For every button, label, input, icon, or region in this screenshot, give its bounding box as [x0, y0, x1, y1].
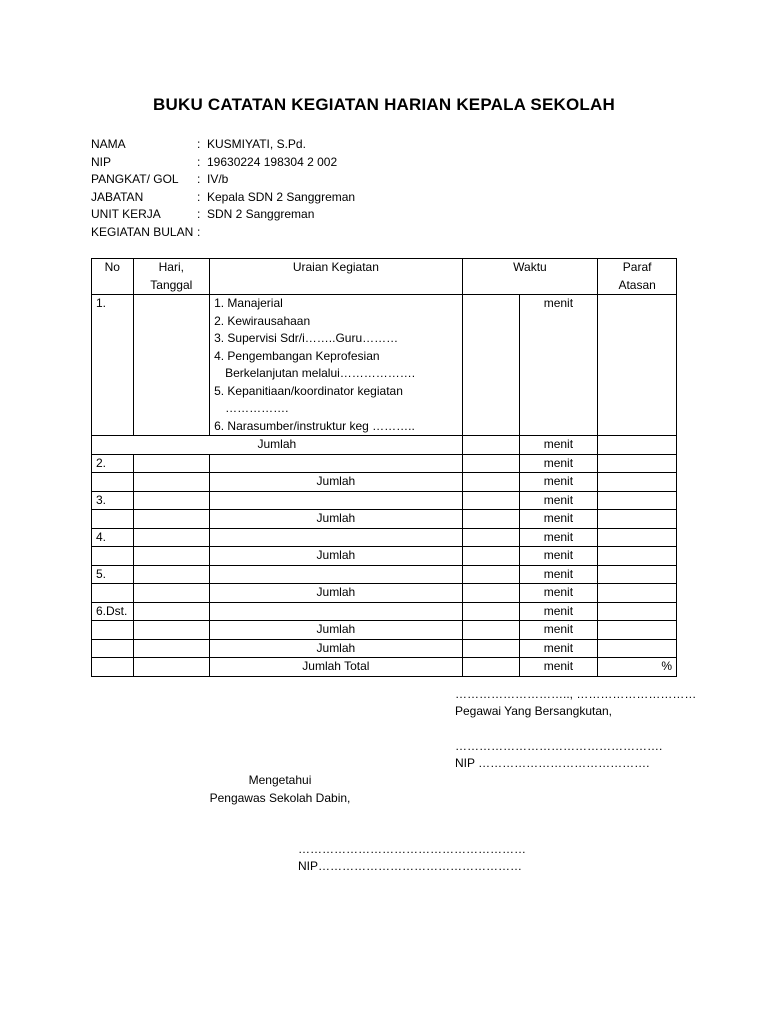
row-hari [133, 639, 210, 658]
row-unit: menit [519, 584, 598, 603]
row-waktu-blank [462, 510, 519, 529]
row-waktu-blank [462, 658, 519, 677]
row-waktu-blank [462, 473, 519, 492]
row-unit: menit [519, 473, 598, 492]
row-jumlah-label: Jumlah [210, 473, 463, 492]
info-value: SDN 2 Sanggreman [207, 207, 315, 221]
row-no: 2. [92, 454, 134, 473]
activity-item: 1. Manajerial [214, 296, 283, 310]
table-header-row [92, 259, 677, 295]
supervisor-nip: NIP…………………………………………… [298, 859, 523, 873]
header-uraian: Uraian Kegiatan [210, 259, 463, 295]
row-waktu-blank [462, 547, 519, 566]
activity-item: Berkelanjutan melalui………………. [225, 366, 416, 380]
info-label: KEGIATAN BULAN [91, 224, 194, 239]
row-waktu-blank [462, 491, 519, 510]
row-no [92, 621, 134, 640]
info-label: UNIT KERJA [91, 207, 161, 221]
header-paraf: Paraf [622, 260, 652, 274]
row-unit: menit [519, 658, 598, 677]
row-unit: menit [519, 565, 598, 584]
row-hari [133, 658, 210, 677]
info-row-pangkat [91, 171, 355, 189]
row-paraf [598, 602, 677, 621]
row-no [92, 658, 134, 677]
employee-nip: NIP ……………………………………. [455, 756, 650, 770]
row-paraf [598, 547, 677, 566]
row-hari [133, 295, 210, 436]
info-colon: : [197, 207, 201, 221]
row-no [92, 639, 134, 658]
row-hari [133, 602, 210, 621]
activity-table [91, 258, 677, 677]
row-unit: menit [519, 639, 598, 658]
row-waktu-blank [462, 565, 519, 584]
row-no: 6.Dst. [92, 602, 134, 621]
row-paraf [598, 621, 677, 640]
row-unit: menit [519, 491, 598, 510]
header-waktu: Waktu [462, 259, 598, 295]
info-value: Kepala SDN 2 Sanggreman [207, 189, 356, 204]
info-value: IV/b [207, 172, 229, 186]
info-label: NIP [91, 154, 112, 169]
info-colon: : [197, 154, 201, 169]
info-label: JABATAN [91, 189, 144, 204]
place-date-line: ……………………….., ………………………… [455, 687, 697, 701]
row-waktu-blank [462, 584, 519, 603]
row-jumlah-total-label: Jumlah Total [210, 658, 463, 677]
table-row [92, 602, 677, 621]
supervisor-name-line: ………………………………………………… [298, 842, 526, 856]
info-colon: : [197, 137, 201, 151]
row-waktu-blank [462, 621, 519, 640]
table-row [92, 491, 677, 510]
row-paraf [598, 491, 677, 510]
row-uraian [210, 454, 463, 473]
table-row [92, 528, 677, 547]
row-no [92, 584, 134, 603]
info-row-nama [91, 136, 355, 154]
row-jumlah-label: Jumlah [92, 436, 463, 455]
row-hari [133, 473, 210, 492]
row-uraian [210, 565, 463, 584]
row-no [92, 510, 134, 529]
activity-item: 4. Pengembangan Keprofesian [214, 348, 380, 363]
row-paraf [598, 565, 677, 584]
row-paraf [598, 454, 677, 473]
row-uraian [210, 602, 463, 621]
row-unit: menit [519, 528, 598, 547]
row-uraian [210, 491, 463, 510]
table-row-jumlah [92, 639, 677, 658]
header-hari: Hari, [158, 260, 184, 274]
table-row-jumlah [92, 473, 677, 492]
row-paraf [598, 436, 677, 455]
row-no [92, 547, 134, 566]
row-percent: % [598, 658, 677, 677]
acknowledge-label: Mengetahui [248, 773, 312, 787]
info-value [205, 224, 207, 242]
table-row-jumlah [92, 547, 677, 566]
row-no: 1. [92, 295, 134, 436]
row-unit: menit [519, 621, 598, 640]
table-row [92, 295, 677, 436]
row-paraf [598, 528, 677, 547]
table-row-jumlah-total [92, 658, 677, 677]
row-paraf [598, 510, 677, 529]
row-paraf [598, 295, 677, 436]
row-hari [133, 528, 210, 547]
info-row-jabatan [91, 189, 355, 207]
employee-label: Pegawai Yang Bersangkutan, [455, 704, 613, 718]
row-unit: menit [519, 436, 598, 455]
row-waktu-blank [462, 295, 519, 436]
supervisor-label: Pengawas Sekolah Dabin, [209, 791, 351, 805]
row-waktu-blank [462, 528, 519, 547]
row-hari [133, 491, 210, 510]
info-value: KUSMIYATI, S.Pd. [207, 137, 306, 151]
activity-item: 2. Kewirausahaan [214, 313, 311, 328]
row-waktu-blank [462, 602, 519, 621]
row-hari [133, 584, 210, 603]
info-colon: : [197, 224, 201, 239]
info-value: 19630224 198304 2 002 [207, 154, 338, 169]
header-atasan: Atasan [618, 277, 656, 292]
row-no [92, 473, 134, 492]
row-unit: menit [519, 510, 598, 529]
activity-item: ……………. [225, 401, 289, 415]
page-title: BUKU CATATAN KEGIATAN HARIAN KEPALA SEKOLAH [153, 95, 615, 114]
header-hari-tanggal [133, 259, 210, 295]
info-row-kegiatan-bulan [91, 224, 355, 242]
header-tanggal: Tanggal [150, 277, 193, 292]
row-unit: menit [519, 454, 598, 473]
row-uraian [210, 528, 463, 547]
table-row-jumlah [92, 584, 677, 603]
table-row-jumlah [92, 510, 677, 529]
row-jumlah-label: Jumlah [210, 621, 463, 640]
row-unit: menit [519, 602, 598, 621]
info-row-nip [91, 154, 355, 172]
info-label: PANGKAT/ GOL [91, 172, 179, 186]
table-row [92, 454, 677, 473]
activity-item: 6. Narasumber/instruktur keg ……….. [214, 418, 415, 433]
row-jumlah-label: Jumlah [210, 510, 463, 529]
employee-name-line: ……………………………………………. [455, 739, 663, 753]
identity-block [91, 136, 355, 241]
info-colon: : [197, 189, 201, 204]
info-colon: : [197, 172, 201, 186]
row-hari [133, 565, 210, 584]
table-row-jumlah [92, 436, 677, 455]
header-no: No [92, 259, 134, 295]
row-waktu-blank [462, 436, 519, 455]
row-paraf [598, 584, 677, 603]
row-waktu-blank [462, 639, 519, 658]
activity-item: 3. Supervisi Sdr/i……..Guru……… [214, 331, 399, 345]
activity-list [210, 295, 463, 436]
row-unit: menit [519, 547, 598, 566]
row-jumlah-label: Jumlah [210, 547, 463, 566]
row-hari [133, 547, 210, 566]
row-no: 3. [92, 491, 134, 510]
row-waktu-blank [462, 454, 519, 473]
row-hari [133, 510, 210, 529]
info-label: NAMA [91, 137, 126, 151]
row-hari [133, 621, 210, 640]
row-jumlah-label: Jumlah [210, 639, 463, 658]
row-no: 4. [92, 528, 134, 547]
activity-item: 5. Kepanitiaan/koordinator kegiatan [214, 383, 403, 398]
header-paraf-atasan [598, 259, 677, 295]
table-row [92, 565, 677, 584]
row-paraf [598, 639, 677, 658]
row-unit: menit [519, 295, 598, 436]
row-paraf [598, 473, 677, 492]
table-row-jumlah [92, 621, 677, 640]
row-jumlah-label: Jumlah [210, 584, 463, 603]
row-no: 5. [92, 565, 134, 584]
row-hari [133, 454, 210, 473]
info-row-unit-kerja [91, 206, 355, 224]
